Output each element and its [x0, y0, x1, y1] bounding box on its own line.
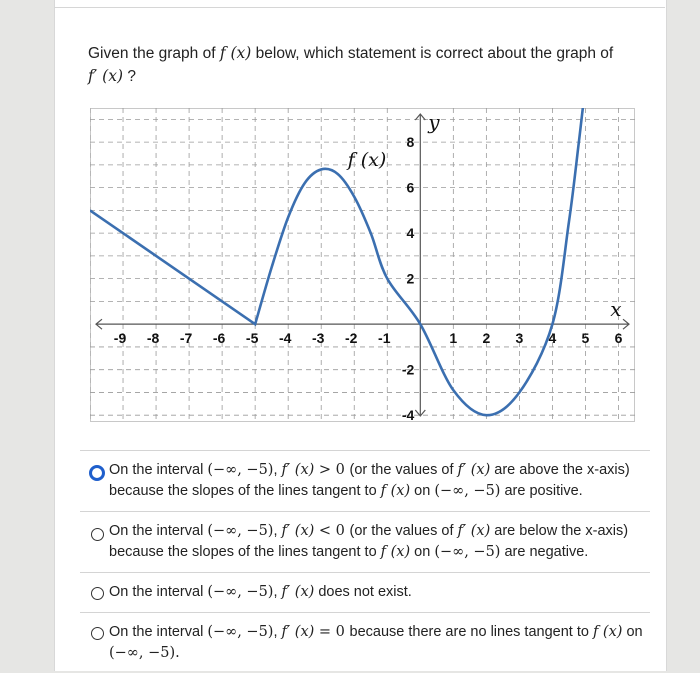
x-tick-label: 4 — [548, 330, 557, 347]
question-suffix: ? — [127, 68, 136, 85]
y-tick-label: 8 — [406, 134, 415, 151]
radio-button-selected[interactable] — [89, 465, 105, 481]
x-tick-label: 3 — [515, 330, 524, 347]
curve-label: f (x) — [347, 149, 387, 172]
x-tick-label: -6 — [212, 330, 226, 347]
radio-button[interactable] — [91, 627, 104, 640]
y-axis-label: y — [428, 110, 440, 134]
answer-option-1[interactable] — [80, 450, 650, 511]
x-tick-label: -5 — [245, 330, 259, 347]
x-tick-label: -9 — [113, 330, 127, 347]
x-tick-label: -2 — [345, 330, 358, 347]
x-tick-label: -4 — [278, 330, 292, 347]
x-tick-label: -1 — [378, 330, 391, 347]
x-tick-label: 2 — [482, 330, 491, 347]
function-graph — [90, 108, 635, 422]
answer-options — [80, 450, 650, 673]
question-mid: below, which statement is correct about the graph of — [255, 45, 614, 62]
x-tick-label: -8 — [146, 330, 160, 347]
question-fpx: f′ (x) — [88, 67, 124, 85]
option-2-text: On the interval (−∞, −5), f′ (x) < 0 (or the values of f′ (x) are below the x-axis) because the slopes of the lines tangent to f (x) on (−∞, −5) are negative. — [109, 523, 629, 560]
answer-option-3[interactable] — [80, 572, 650, 612]
y-tick-label: 6 — [406, 179, 415, 196]
x-tick-label: 5 — [581, 330, 590, 347]
answer-option-2[interactable] — [80, 511, 650, 572]
y-tick-label: 2 — [406, 270, 415, 287]
answer-option-4[interactable] — [80, 612, 650, 673]
radio-button[interactable] — [91, 587, 104, 600]
y-tick-label: -4 — [401, 407, 415, 422]
x-tick-label: 6 — [614, 330, 623, 347]
option-4-text: On the interval (−∞, −5), f′ (x) = 0 because there are no lines tangent to f (x) on (−∞, −5). — [109, 624, 643, 661]
question-prefix: Given the graph of — [88, 45, 216, 62]
question-text — [88, 42, 648, 88]
x-tick-label: -7 — [179, 330, 193, 347]
option-3-text: On the interval (−∞, −5), f′ (x) does not exist. — [109, 584, 412, 600]
top-divider — [54, 7, 665, 8]
x-tick-label: -3 — [311, 330, 325, 347]
x-axis-label: x — [610, 297, 622, 322]
option-1-text: On the interval (−∞, −5), f′ (x) > 0 (or the values of f′ (x) are above the x-axis) because the slopes of the lines tangent to f (x) on (−∞, −5) are positive. — [109, 462, 630, 499]
y-tick-label: 4 — [406, 225, 415, 242]
radio-button[interactable] — [91, 528, 104, 541]
y-tick-label: -2 — [401, 361, 415, 378]
question-fx: f (x) — [219, 44, 252, 62]
x-tick-label: 1 — [449, 330, 458, 347]
